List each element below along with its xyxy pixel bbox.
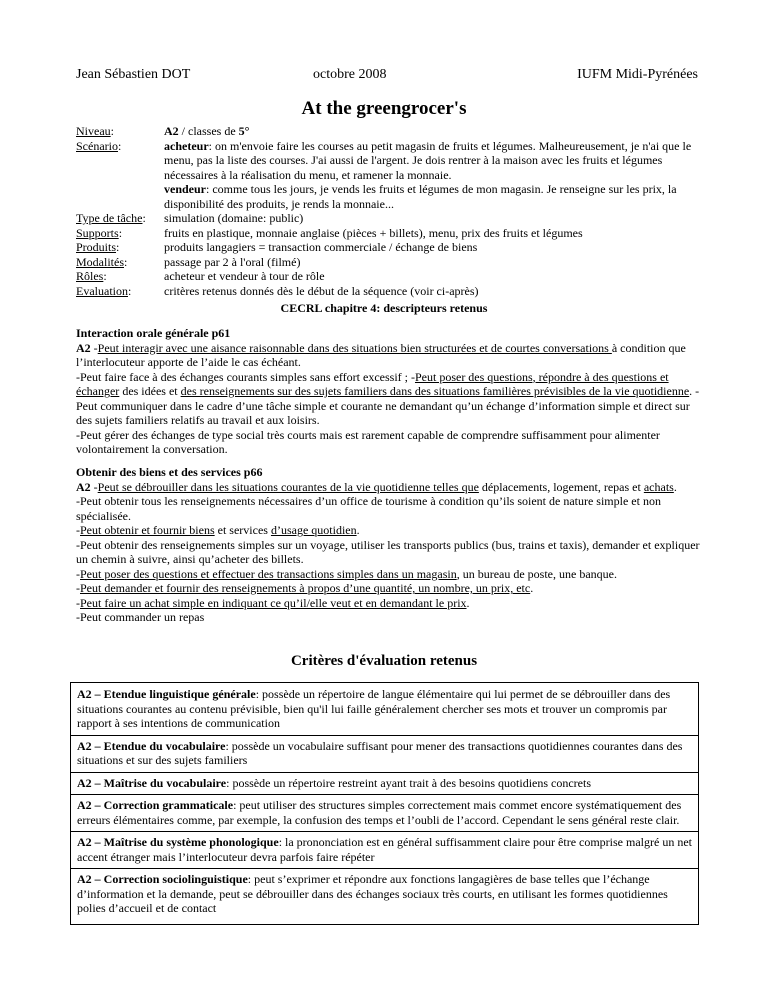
- criterion-text: : peut s’exprimer et répondre aux fonctions langagières de base telles que l’échange d’information et la demande, peut se débrouiller dans des échanges sociaux très courts, en utilisant les formes quotidiennes polies d’accueil et de contact: [77, 872, 668, 915]
- niveau-label: Niveau: [76, 124, 111, 138]
- text-span: .: [673, 479, 677, 494]
- underlined-text: Peut poser des questions, répondre à des questions et échanger: [76, 369, 669, 398]
- descriptor-paragraph: [76, 567, 700, 582]
- text-span: déplacements, logement, repas et: [478, 479, 644, 494]
- section-obtenir-biens: [76, 465, 700, 625]
- criterion-box: [71, 868, 698, 924]
- underlined-text: des renseignements sur des sujets familiers dans des situations familières prévisibles de la vie quotidienne: [180, 384, 690, 398]
- underlined-text: Peut demander et fournir des renseignements à propos d’une quantité, un nombre, un prix, etc: [80, 581, 531, 595]
- descriptor-paragraph: [76, 581, 700, 596]
- criterion-text: : la prononciation est en général suffisamment claire pour être comprise malgré un net accent étranger mais l’interlocuteur devra parfois faire répéter: [77, 835, 692, 864]
- text-span: des idées et: [119, 384, 181, 398]
- criterion-title: A2 – Etendue linguistique générale: [77, 687, 256, 701]
- produits-label: Produits: [76, 240, 117, 254]
- criterion-text: : peut utiliser des structures simples correctement mais commet encore systématiquement des erreurs élémentaires comme, par exemple, la confusion des temps et l’oubli de l’accord. Cependant le sens général reste clair.: [77, 798, 682, 827]
- underlined-text: Peut poser des questions et effectuer des transactions simples dans un magasin: [80, 566, 457, 581]
- criterion-text: : possède un répertoire de langue élémentaire qui lui permet de se débrouiller dans des situations courantes au contenu prévisible, bien qu'il lui faille généralement chercher ses mots et trouver un compromis par rapport à ses intentions de communication: [77, 687, 671, 730]
- text-span: -: [76, 581, 80, 595]
- criterion-title: A2 – Correction sociolinguistique: [77, 872, 248, 886]
- text-span: -Peut faire face à des échanges courants simples sans effort excessif ; -: [76, 369, 415, 384]
- descriptor-paragraph: [76, 370, 700, 428]
- modalites-value: passage par 2 à l'oral (filmé): [164, 254, 301, 269]
- section-interaction-orale: [76, 326, 700, 457]
- type-label: Type de tâche: [76, 211, 143, 225]
- descriptor-paragraph: -Peut obtenir des renseignements simples sur un voyage, utiliser les transports publics (bus, trains et taxis), demander et expliquer un chemin à suivre, ainsi qu’acheter des billets.: [76, 537, 700, 566]
- underlined-text: Peut interagir avec une aisance raisonnable dans des situations bien structurées et de courtes conversations: [97, 340, 612, 355]
- underlined-text: Peut se débrouiller dans les situations courantes de la vie quotidienne telles que: [97, 479, 479, 494]
- meta-row-modalites: Modalités: passage par 2 à l'oral (filmé): [76, 255, 706, 270]
- produits-value: produits langagiers = transaction commerciale / échange de biens: [164, 240, 478, 254]
- cecrl-section-title: CECRL chapitre 4: descripteurs retenus: [280, 301, 488, 315]
- text-span: .: [466, 595, 470, 610]
- evaluation-value: critères retenus donnés dès le début de la séquence (voir ci-après): [164, 283, 479, 298]
- scenario-acheteur-label: acheteur: [164, 138, 209, 153]
- descriptor-paragraph: -Peut commander un repas: [76, 610, 205, 624]
- criterion-title: A2 – Etendue du vocabulaire: [77, 738, 226, 753]
- niveau-class: 5°: [238, 124, 250, 138]
- criterion-title: A2 – Correction grammaticale: [77, 798, 234, 812]
- header-date: octobre 2008: [313, 67, 387, 82]
- underlined-text: achats: [643, 479, 674, 494]
- descriptor-paragraph: -Peut gérer des échanges de type social très courts mais est rarement capable de comprendre suffisamment pour alimenter volontairement la conversation.: [76, 427, 660, 456]
- meta-row-evaluation: Evaluation: critères retenus donnés dès le début de la séquence (voir ci-après): [76, 284, 706, 299]
- section-heading: Interaction orale générale p61: [76, 326, 231, 340]
- text-span: -: [76, 566, 80, 581]
- descriptor-paragraph: [76, 341, 700, 370]
- underlined-text: d’usage quotidien: [270, 523, 357, 537]
- text-span: , un bureau de poste, une banque.: [456, 566, 617, 581]
- scenario-vendeur-label: vendeur: [164, 182, 206, 196]
- meta-row-type: Type de tâche: simulation (domaine: public): [76, 211, 706, 226]
- criterion-title: A2 – Maîtrise du système phonologique: [77, 835, 279, 849]
- header-author: Jean Sébastien DOT: [76, 67, 191, 82]
- niveau-level: A2: [164, 124, 179, 138]
- meta-row-scenario: Scénario: acheteur: on m'envoie faire les courses au petit magasin de fruits et légumes. Malheureusement, je n'ai que le menu, pas la liste des courses. J'ai aussi de l'argent. Je dois rentrer à la maison avec les fruits et légumes nécessaires à la réalisation du menu, et ramener la monnaie. vendeur: comme tous les jours, je vends les fruits et légumes de mon magasin. Je renseigne sur les prix, la disponibilité des produits, je rends la monnaie...: [76, 138, 692, 211]
- criterion-box: [71, 735, 698, 772]
- scenario-label: Scénario: [76, 138, 118, 153]
- modalites-label: Modalités: [76, 254, 124, 269]
- descriptor-paragraph: -Peut obtenir tous les renseignements nécessaires d’un office de tourisme à condition qu’ils soient de nature simple et non spécialisée.: [76, 494, 661, 523]
- supports-label: Supports: [76, 225, 119, 240]
- text-span: -: [90, 479, 98, 494]
- criterion-box: [71, 794, 698, 831]
- descriptor-paragraph: [76, 480, 700, 495]
- document-title: At the greengrocer's: [301, 98, 467, 119]
- text-span: . -Peut communiquer dans le cadre d’une tâche simple et courante ne demandant qu’un échange d’information simple et direct sur des sujets familiers relatifs au travail et aux loisirs.: [76, 384, 700, 427]
- scenario-vendeur-text: : comme tous les jours, je vends les fruits et légumes de mon magasin. Je renseigne sur les prix, la disponibilité des produits, je rends la monnaie...: [164, 182, 677, 211]
- text-span: .: [530, 581, 534, 595]
- level-label: A2: [76, 479, 91, 494]
- text-span: -: [76, 595, 80, 610]
- text-span: à condition que l’interlocuteur apporte de l’aide le cas échéant.: [76, 340, 686, 369]
- section-heading: Obtenir des biens et des services p66: [76, 465, 263, 479]
- scenario-acheteur-text: : on m'envoie faire les courses au petit magasin de fruits et légumes. Malheureusement, je n'ai que le menu, pas la liste des courses. J'ai aussi de l'argent. Je dois rentrer à la maison avec les fruits et légumes nécessaires à la réalisation du menu, et ramener la monnaie.: [164, 138, 692, 182]
- criterion-box: [71, 772, 698, 795]
- roles-value: acheteur et vendeur à tour de rôle: [164, 269, 325, 283]
- text-span: et services: [214, 523, 271, 537]
- descriptor-paragraph: [76, 523, 700, 538]
- supports-value: fruits en plastique, monnaie anglaise (pièces + billets), menu, prix des fruits et légumes: [164, 225, 583, 240]
- criteria-table: [70, 682, 699, 925]
- meta-row-supports: Supports: fruits en plastique, monnaie anglaise (pièces + billets), menu, prix des fruits et légumes: [76, 226, 706, 241]
- criterion-text: : possède un répertoire restreint ayant trait à des besoins quotidiens concrets: [226, 775, 591, 790]
- text-span: -: [90, 340, 98, 355]
- descriptor-paragraph: [76, 596, 700, 611]
- level-label: A2: [76, 340, 91, 355]
- text-span: -: [76, 523, 80, 537]
- underlined-text: Peut obtenir et fournir biens: [80, 523, 215, 537]
- meta-row-niveau: Niveau: A2 / classes de 5°: [76, 124, 250, 138]
- niveau-text: / classes de: [178, 124, 239, 138]
- meta-row-roles: Rôles: acheteur et vendeur à tour de rôle: [76, 269, 706, 284]
- roles-label: Rôles: [76, 269, 104, 283]
- text-span: .: [356, 523, 360, 537]
- header-institution: IUFM Midi-Pyrénées: [577, 67, 698, 82]
- underlined-text: Peut faire un achat simple en indiquant ce qu’il/elle veut et en demandant le prix: [80, 595, 467, 610]
- criterion-text: : possède un vocabulaire suffisant pour mener des transactions quotidiennes courantes dans des situations et sur des sujets familiers: [77, 738, 683, 767]
- evaluation-label: Evaluation: [76, 283, 128, 298]
- criterion-title: A2 – Maîtrise du vocabulaire: [77, 775, 227, 790]
- criteria-section-title: Critères d'évaluation retenus: [290, 653, 478, 669]
- meta-row-produits: Produits: produits langagiers = transaction commerciale / échange de biens: [76, 240, 706, 255]
- type-value: simulation (domaine: public): [164, 211, 304, 225]
- criterion-box: [71, 683, 698, 735]
- criterion-box: [71, 831, 698, 868]
- task-metadata: [76, 124, 706, 298]
